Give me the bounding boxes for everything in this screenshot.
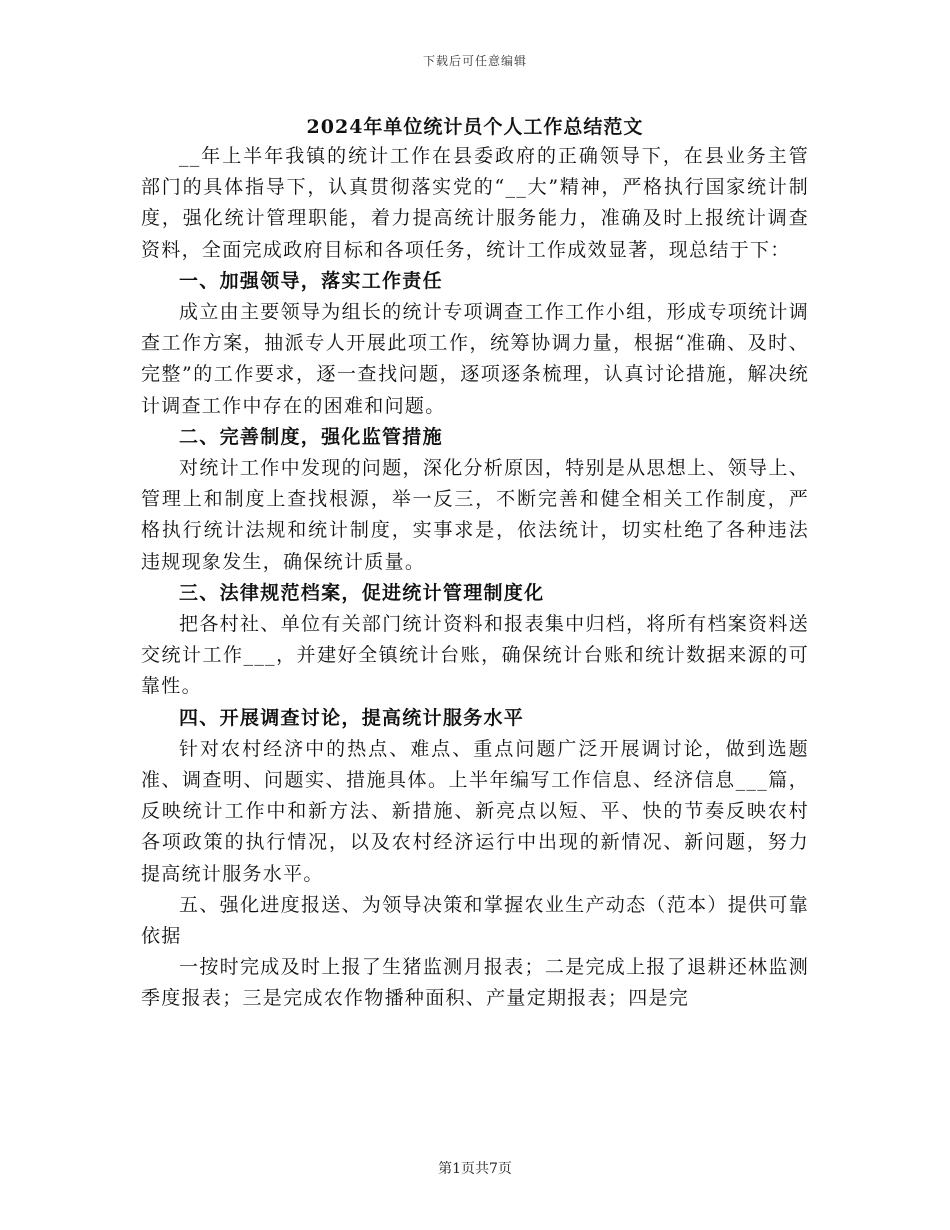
document-title: 2024年单位统计员个人工作总结范文: [306, 116, 644, 138]
document-body: [141, 141, 809, 1015]
section-paragraph-2: 对统计工作中发现的问题，深化分析原因，特别是从思想上、领导上、管理上和制度上查找根源，举一反三，不断完善和健全相关工作制度，严格执行统计法规和统计制度，实事求是，依法统计，切实杜绝了各种违法违规现象发生，确保统计质量。: [141, 457, 809, 573]
section-paragraph-3: 把各村社、单位有关部门统计资料和报表集中归档，将所有档案资料送交统计工作___，并建好全镇统计台账，确保统计台账和统计数据来源的可靠性。: [141, 613, 809, 698]
section-heading-4: 四、开展调查讨论，提高统计服务水平: [179, 706, 525, 729]
page-footer: 第1页共7页: [438, 1161, 512, 1177]
section-heading-5: 五、强化进度报送、为领导决策和掌握农业生产动态（范本）提供可靠依据: [141, 893, 809, 948]
section-paragraph-5: 一按时完成及时上报了生猪监测月报表；二是完成上报了退耕还林监测季度报表；三是完成农作物播种面积、产量定期报表；四是完: [141, 956, 809, 1010]
intro-paragraph: __年上半年我镇的统计工作在县委政府的正确领导下，在县业务主管部门的具体指导下，认真贯彻落实党的“__大”精神，严格执行国家统计制度，强化统计管理职能，着力提高统计服务能力，准确及时上报统计调查资料，全面完成政府目标和各项任务，统计工作成效显著，现总结于下：: [141, 145, 809, 261]
header-note: 下载后可任意编辑: [422, 54, 527, 68]
section-paragraph-4: 针对农村经济中的热点、难点、重点问题广泛开展调讨论，做到选题准、调查明、问题实、措施具体。上半年编写工作信息、经济信息___篇，反映统计工作中和新方法、新措施、新亮点以短、平、快的节奏反映农村各项政策的执行情况，以及农村经济运行中出现的新情况、新问题，努力提高统计服务水平。: [141, 737, 809, 885]
section-heading-2: 二、完善制度，强化监管措施: [179, 425, 443, 448]
section-heading-1: 一、加强领导，落实工作责任: [179, 269, 443, 292]
section-paragraph-1: 成立由主要领导为组长的统计专项调查工作工作小组，形成专项统计调查工作方案，抽派专人开展此项工作，统筹协调力量，根据“准确、及时、完整”的工作要求，逐一查找问题，逐项逐条梳理，认真讨论措施，解决统计调查工作中存在的困难和问题。: [141, 301, 809, 417]
section-heading-3: 三、法律规范档案，促进统计管理制度化: [179, 581, 545, 604]
